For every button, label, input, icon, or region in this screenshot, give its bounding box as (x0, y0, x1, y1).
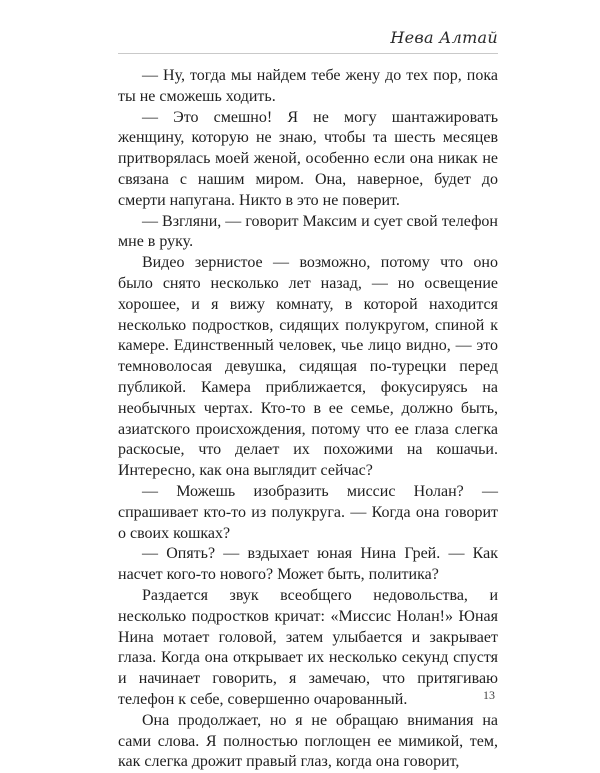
paragraph: — Можешь изобразить миссис Нолан? — спрашивает кто-то из полукруга. — Когда она говорит о своих кошках? (118, 482, 498, 542)
paragraph: Раздается звук всеобщего недовольства, и несколько подростков кричат: «Миссис Нолан!» Юная Нина мотает головой, затем улыбается и закрывает глаза. Когда она открывает их несколько секунд спустя и начинает говорить, я замечаю, что притягиваю телефон к себе, совершенно очарованный. (118, 586, 498, 708)
header-divider (118, 53, 498, 54)
page-number: 13 (483, 688, 495, 702)
paragraph: — Опять? — вздыхает юная Нина Грей. — Как насчет кого-то нового? Может быть, политика? (118, 545, 498, 584)
paragraph: Она продолжает, но я не обращаю внимания на сами слова. Я полностью поглощен ее мимикой, тем, как слегка дрожит правый глаз, когда она говорит, (118, 711, 498, 771)
paragraph: Видео зернистое — возможно, потому что оно было снято несколько лет назад, — но освещение хорошее, и я вижу комнату, в которой находится несколько подростков, сидящих полукругом, спиной к камере. Единственный человек, чье лицо видно, — это темноволосая девушка, сидящая по-турецки перед публикой. Камера приближается, фокусируясь на необычных чертах. Кто-то в ее семье, должно быть, азиатского происхождения, потому что ее глаза слегка раскосые, что делает их похожими на кошачьи. Интересно, как она выглядит сейчас? (118, 254, 498, 480)
paragraph: — Взгляни, — говорит Максим и сует свой телефон мне в руку. (118, 212, 498, 251)
running-header-title: Нева Алтай (390, 28, 498, 47)
body-text (118, 66, 498, 773)
paragraph: — Это смешно! Я не могу шантажировать женщину, которую не знаю, чтобы та шесть месяцев притворялась моей женой, особенно если она никак не связана с нашим миром. Она, наверное, будет до смерти напугана. Никто в это не поверит. (118, 108, 498, 209)
paragraph: — Ну, тогда мы найдем тебе жену до тех пор, пока ты не сможешь ходить. (118, 67, 498, 105)
